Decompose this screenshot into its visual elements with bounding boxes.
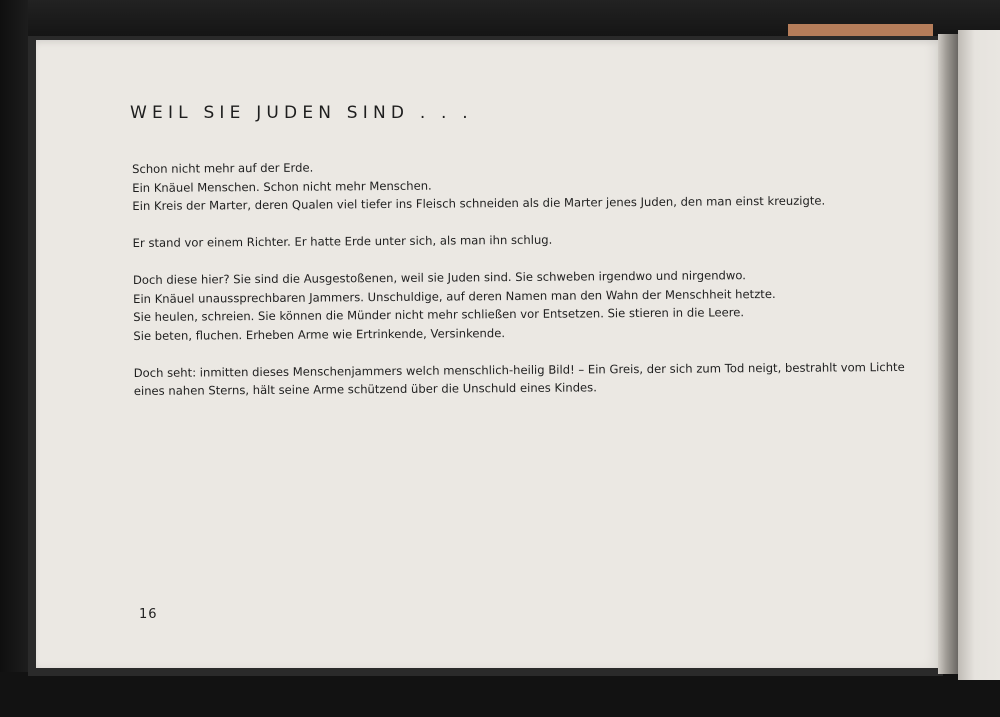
paragraph bbox=[133, 265, 894, 345]
text-line: Doch diese hier? Sie sind die Ausgestoßenen, weil sie Juden sind. Sie schweben irgendwo und nirgendwo. bbox=[132, 268, 746, 287]
text-line: Sie beten, fluchen. Erheben Arme wie Ertrinkende, Versinkende. bbox=[133, 325, 506, 343]
text-line: Sie heulen, schreien. Sie können die Münder nicht mehr schließen vor Entsetzen. Sie stieren in die Leere. bbox=[133, 305, 745, 324]
text-line: Ein Knäuel unaussprechbaren Jammers. Unschuldige, auf deren Namen man den Wahn der Menschheit hetzte. bbox=[133, 286, 776, 306]
page-heading: WEIL SIE JUDEN SIND . . . bbox=[130, 103, 473, 123]
paragraph bbox=[132, 154, 892, 215]
text-line: eines nahen Sterns, hält seine Arme schützend über die Unschuld eines Kindes. bbox=[133, 380, 597, 398]
book-cover-left bbox=[0, 0, 28, 717]
book-gutter bbox=[938, 34, 958, 674]
text-line: Ein Knäuel Menschen. Schon nicht mehr Menschen. bbox=[132, 178, 432, 195]
paragraph bbox=[133, 228, 893, 252]
book-cover-bottom bbox=[0, 672, 1000, 717]
text-line: Er stand vor einem Richter. Er hatte Erde unter sich, als man ihn schlug. bbox=[132, 232, 553, 250]
page-number: 16 bbox=[139, 607, 158, 622]
text-line: Doch seht: inmitten dieses Menschenjammers welch menschlich-heilig Bild! – Ein Greis, der sich zum Tod neigt, bestrahlt vom Lichte bbox=[133, 359, 905, 380]
paragraph bbox=[133, 358, 905, 401]
facing-page-edge bbox=[958, 30, 1000, 680]
text-line: Schon nicht mehr auf der Erde. bbox=[132, 160, 314, 176]
text-line: Ein Kreis der Marter, deren Qualen viel tiefer ins Fleisch schneiden als die Marter jenes Juden, den man einst kreuzigte. bbox=[132, 193, 826, 213]
body-text bbox=[132, 154, 905, 419]
